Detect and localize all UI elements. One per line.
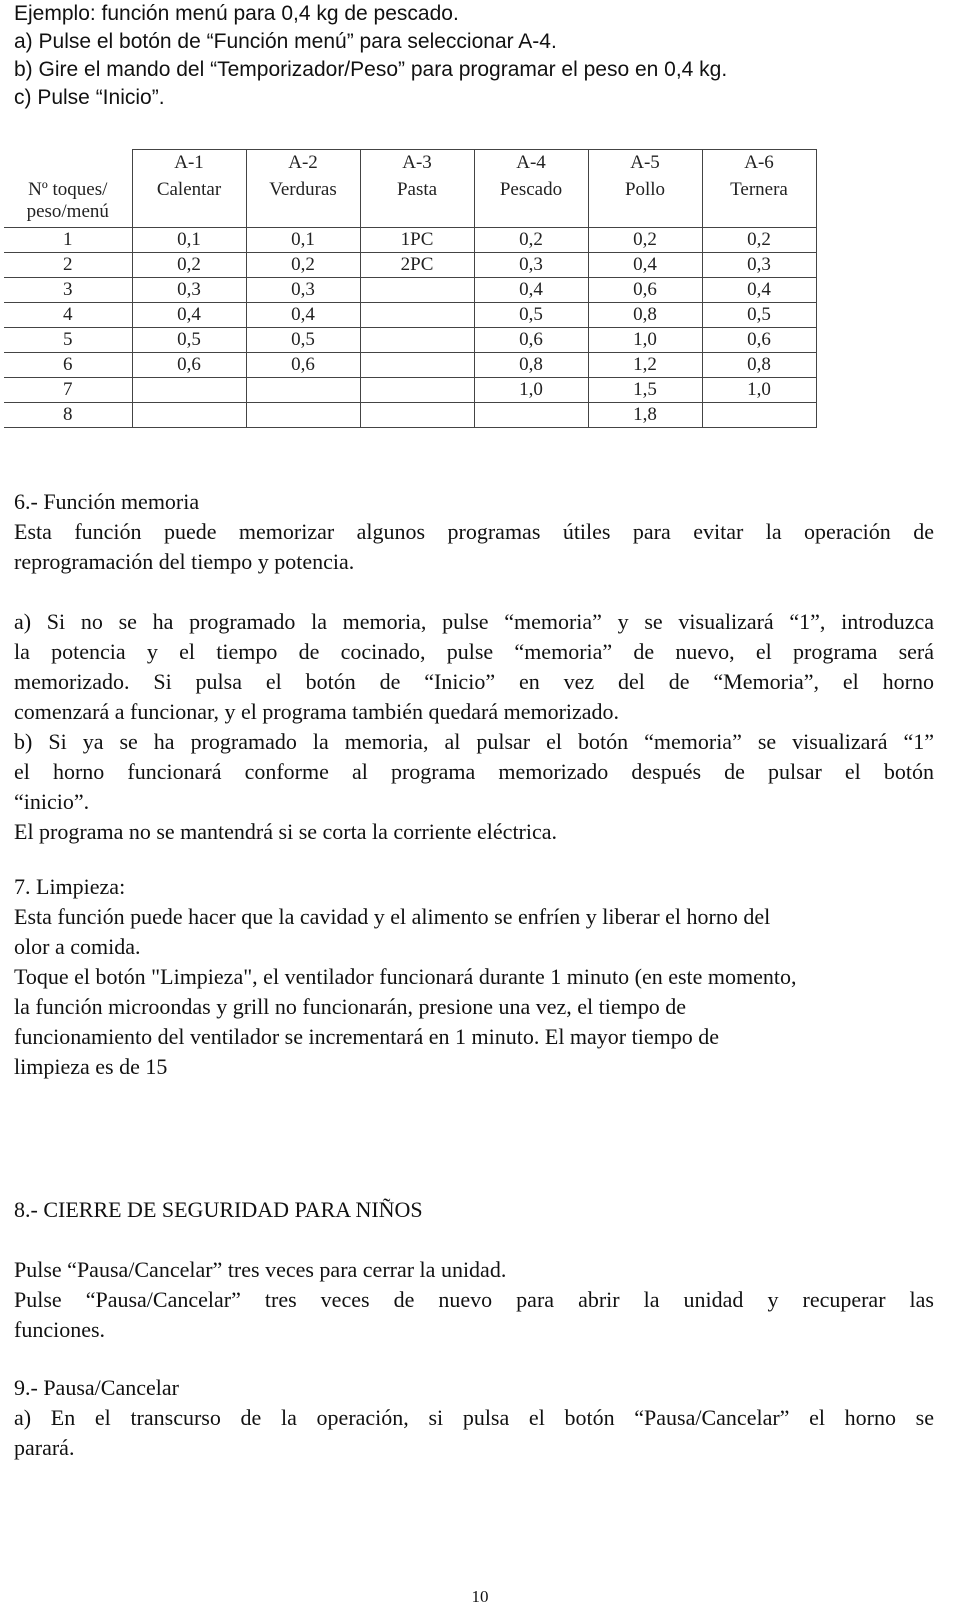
table-cell: 0,5 <box>474 303 588 328</box>
column-code: A-4 <box>474 150 588 177</box>
table-cell: 0,8 <box>588 303 702 328</box>
row-touch-count: 2 <box>4 253 132 278</box>
table-cell <box>360 353 474 378</box>
row-touch-count: 8 <box>4 403 132 428</box>
table-body <box>4 228 816 428</box>
table-cell <box>360 378 474 403</box>
table-cell: 1,0 <box>702 378 816 403</box>
row-touch-count: 7 <box>4 378 132 403</box>
table-cell <box>360 303 474 328</box>
table-cell <box>360 328 474 353</box>
table-row <box>4 278 816 303</box>
column-food: Pasta <box>360 176 474 228</box>
table-cell: 0,6 <box>474 328 588 353</box>
table-cell: 1,8 <box>588 403 702 428</box>
table-cell: 0,6 <box>588 278 702 303</box>
table-cell <box>360 278 474 303</box>
table-cell: 2PC <box>360 253 474 278</box>
table-row <box>4 378 816 403</box>
paragraph-line: a) Si no se ha programado la memoria, pulse “memoria” y se visualizará “1”, introduzca <box>14 609 934 634</box>
table-cell: 0,4 <box>474 278 588 303</box>
paragraph-line: Pulse “Pausa/Cancelar” tres veces de nuevo para abrir la unidad y recuperar las <box>14 1287 934 1312</box>
paragraph-line: “inicio”. <box>14 789 90 814</box>
table-cell: 0,6 <box>132 353 246 378</box>
intro-line: a) Pulse el botón de “Función menú” para seleccionar A-4. <box>14 30 557 53</box>
column-code: A-1 <box>132 150 246 177</box>
table-cell: 0,1 <box>246 228 360 253</box>
table-cell <box>132 378 246 403</box>
table-cell: 0,1 <box>132 228 246 253</box>
paragraph-line: a) En el transcurso de la operación, si pulsa el botón “Pausa/Cancelar” el horno se <box>14 1405 934 1430</box>
table-cell <box>246 403 360 428</box>
section-cierre <box>14 1195 934 1345</box>
paragraph-line: b) Si ya se ha programado la memoria, al pulsar el botón “memoria” se visualizará “1” <box>14 729 934 754</box>
table-cell: 0,4 <box>588 253 702 278</box>
section-heading: 7. Limpieza: <box>14 874 126 899</box>
table-cell: 0,4 <box>132 303 246 328</box>
table-row <box>4 253 816 278</box>
column-code: A-2 <box>246 150 360 177</box>
paragraph-line: funcionamiento del ventilador se incrementará en 1 minuto. El mayor tiempo de <box>14 1024 719 1049</box>
table-cell: 0,2 <box>132 253 246 278</box>
table-cell: 0,6 <box>702 328 816 353</box>
column-code: A-3 <box>360 150 474 177</box>
table-cell: 0,8 <box>702 353 816 378</box>
intro-example <box>14 0 934 112</box>
section-memoria <box>14 487 934 847</box>
row-touch-count: 5 <box>4 328 132 353</box>
column-food: Verduras <box>246 176 360 228</box>
paragraph-line: reprogramación del tiempo y potencia. <box>14 549 355 574</box>
intro-line: c) Pulse “Inicio”. <box>14 86 165 109</box>
table-cell: 0,2 <box>246 253 360 278</box>
table-cell: 1,2 <box>588 353 702 378</box>
paragraph-line: Esta función puede hacer que la cavidad y el alimento se enfríen y liberar el horno del <box>14 904 771 929</box>
table-cell: 1PC <box>360 228 474 253</box>
menu-weight-table <box>4 149 817 428</box>
paragraph-line: Toque el botón "Limpieza", el ventilador funcionará durante 1 minuto (en este momento, <box>14 964 797 989</box>
column-food: Pollo <box>588 176 702 228</box>
table-cell <box>474 403 588 428</box>
table-cell: 1,0 <box>588 328 702 353</box>
paragraph-line: Pulse “Pausa/Cancelar” tres veces para cerrar la unidad. <box>14 1257 507 1282</box>
table-cell: 0,4 <box>702 278 816 303</box>
section-heading: 6.- Función memoria <box>14 489 200 514</box>
table-cell: 0,5 <box>702 303 816 328</box>
table-cell: 0,3 <box>702 253 816 278</box>
table-row <box>4 353 816 378</box>
row-touch-count: 4 <box>4 303 132 328</box>
row-label-header <box>4 176 132 228</box>
table-cell: 0,3 <box>246 278 360 303</box>
table-cell: 1,5 <box>588 378 702 403</box>
table-cell: 0,3 <box>474 253 588 278</box>
table-cell: 1,0 <box>474 378 588 403</box>
table-row <box>4 228 816 253</box>
paragraph-line: comenzará a funcionar, y el programa también quedará memorizado. <box>14 699 620 724</box>
column-code: A-5 <box>588 150 702 177</box>
column-food: Ternera <box>702 176 816 228</box>
table-cell: 0,5 <box>246 328 360 353</box>
table-cell: 0,6 <box>246 353 360 378</box>
paragraph-line: Esta función puede memorizar algunos programas útiles para evitar la operación de <box>14 519 934 544</box>
section-heading: 8.- CIERRE DE SEGURIDAD PARA NIÑOS <box>14 1197 423 1222</box>
paragraph-line: El programa no se mantendrá si se corta la corriente eléctrica. <box>14 819 558 844</box>
table-cell <box>702 403 816 428</box>
section-pausa <box>14 1373 934 1463</box>
section-heading: 9.- Pausa/Cancelar <box>14 1375 179 1400</box>
intro-line: Ejemplo: función menú para 0,4 kg de pescado. <box>14 2 459 25</box>
row-label-line: peso/menú <box>26 201 109 222</box>
paragraph-line: la función microondas y grill no funcionarán, presione una vez, el tiempo de <box>14 994 687 1019</box>
paragraph-line: olor a comida. <box>14 934 141 959</box>
paragraph-line: memorizado. Si pulsa el botón de “Inicio” en vez del de “Memoria”, el horno <box>14 669 934 694</box>
table-cell: 0,2 <box>702 228 816 253</box>
page-number: 10 <box>471 1587 489 1606</box>
paragraph-line: la potencia y el tiempo de cocinado, pulse “memoria” de nuevo, el programa será <box>14 639 934 664</box>
table-cell: 0,5 <box>132 328 246 353</box>
column-food: Calentar <box>132 176 246 228</box>
column-code: A-6 <box>702 150 816 177</box>
row-touch-count: 3 <box>4 278 132 303</box>
table-corner <box>4 150 132 177</box>
table-cell <box>246 378 360 403</box>
table-row <box>4 403 816 428</box>
row-label-line: Nº toques/ <box>28 179 108 200</box>
table-cell: 0,8 <box>474 353 588 378</box>
table-cell: 0,2 <box>588 228 702 253</box>
table-cell: 0,2 <box>474 228 588 253</box>
paragraph-line: parará. <box>14 1435 75 1460</box>
column-food: Pescado <box>474 176 588 228</box>
paragraph-line: el horno funcionará conforme al programa memorizado después de pulsar el botón <box>14 759 934 784</box>
table-row <box>4 328 816 353</box>
paragraph-line: funciones. <box>14 1317 106 1342</box>
table-cell <box>132 403 246 428</box>
table-cell <box>360 403 474 428</box>
section-limpieza <box>14 872 934 1082</box>
table-cell: 0,4 <box>246 303 360 328</box>
table-row <box>4 303 816 328</box>
row-touch-count: 1 <box>4 228 132 253</box>
table-cell: 0,3 <box>132 278 246 303</box>
row-touch-count: 6 <box>4 353 132 378</box>
intro-line: b) Gire el mando del “Temporizador/Peso” para programar el peso en 0,4 kg. <box>14 58 728 81</box>
paragraph-line: limpieza es de 15 <box>14 1054 168 1079</box>
